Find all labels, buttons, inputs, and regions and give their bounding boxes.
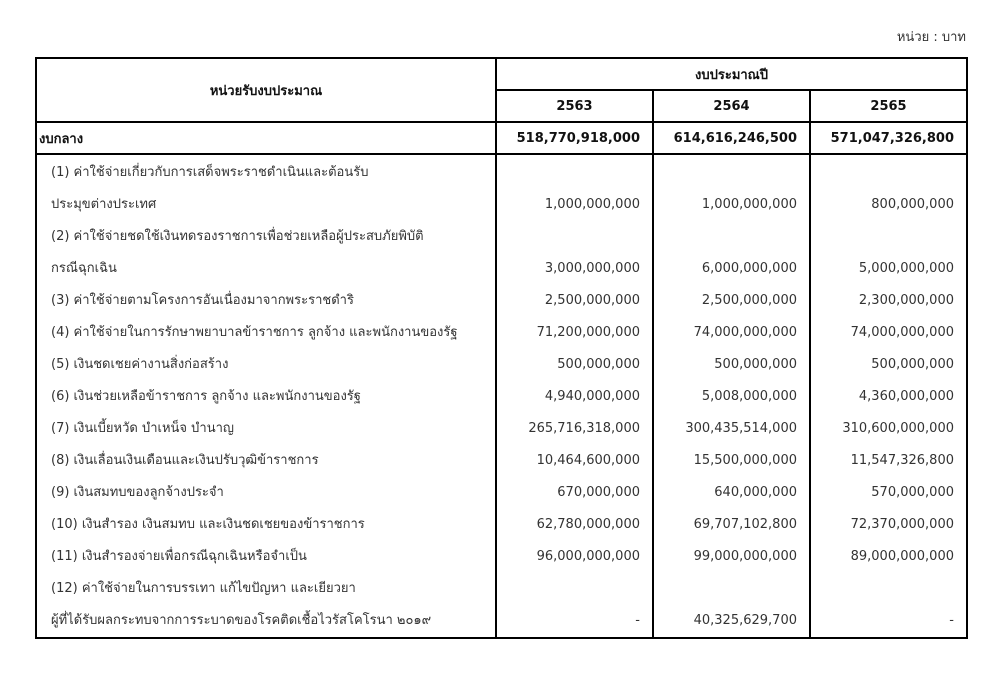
header-year-2565: 2565 (810, 90, 967, 122)
budget-value-2563: - (496, 573, 653, 638)
budget-value-2564: 300,435,514,000 (653, 413, 810, 445)
budget-item-label-line: (2) ค่าใช้จ่ายชดใช้เงินทดรองราชการเพื่อช่วยเหลือผู้ประสบภัยพิบัติ (51, 229, 424, 244)
budget-value-2563: 670,000,000 (496, 477, 653, 509)
budget-item-label-line: (8) เงินเลื่อนเงินเดือนและเงินปรับวุฒิข้าราชการ (51, 453, 319, 468)
budget-value-2565: 72,370,000,000 (850, 517, 954, 532)
budget-value-2564: 99,000,000,000 (653, 541, 810, 573)
table-row (36, 285, 967, 317)
table-row (36, 317, 967, 349)
budget-value-2565: 570,000,000 (871, 485, 954, 500)
budget-item-label-line: (7) เงินเบี้ยหวัด บำเหน็จ บำนาญ (51, 421, 234, 436)
budget-value-2565: 11,547,326,800 (850, 453, 954, 468)
unit-label: หน่วย : บาท (896, 30, 966, 45)
budget-item-label-line: (5) เงินชดเชยค่างานสิ่งก่อสร้าง (51, 357, 229, 372)
budget-value-2563: 1,000,000,000 (496, 154, 653, 221)
table-row (36, 413, 967, 445)
budget-item-label-line: (6) เงินช่วยเหลือข้าราชการ ลูกจ้าง และพนักงานของรัฐ (51, 389, 361, 404)
budget-item-label-line: (10) เงินสำรอง เงินสมทบ และเงินชดเชยของข้าราชการ (51, 517, 365, 532)
total-2565: 571,047,326,800 (810, 122, 967, 154)
table-row (36, 477, 967, 509)
header-budget-year: งบประมาณปี (496, 58, 967, 90)
budget-value-2565: 310,600,000,000 (842, 421, 954, 436)
budget-value-2563: 10,464,600,000 (496, 445, 653, 477)
budget-item-label-line: (9) เงินสมทบของลูกจ้างประจำ (51, 485, 224, 500)
total-row (36, 122, 967, 154)
budget-item-label (36, 413, 496, 445)
budget-value-2563: 265,716,318,000 (496, 413, 653, 445)
budget-value-2565: 800,000,000 (871, 197, 954, 212)
table-row (36, 381, 967, 413)
budget-value-2565: 500,000,000 (871, 357, 954, 372)
budget-item-label (36, 509, 496, 541)
budget-item-label (36, 541, 496, 573)
total-2564: 614,616,246,500 (653, 122, 810, 154)
budget-value-2564: 500,000,000 (653, 349, 810, 381)
budget-value-2563: 3,000,000,000 (496, 221, 653, 285)
budget-item-label-line: ประมุขต่างประเทศ (51, 197, 157, 212)
table-row (36, 509, 967, 541)
budget-value-2564: 2,500,000,000 (653, 285, 810, 317)
budget-value-2564: 40,325,629,700 (653, 573, 810, 638)
budget-item-label-line: ผู้ที่ได้รับผลกระทบจากการระบาดของโรคติดเชื้อไวรัสโคโรนา ๒๐๑๙ (51, 613, 432, 628)
budget-item-label (36, 573, 496, 638)
budget-item-label (36, 381, 496, 413)
budget-value-2564: 74,000,000,000 (653, 317, 810, 349)
budget-item-label-line: (3) ค่าใช้จ่ายตามโครงการอันเนื่องมาจากพระราชดำริ (51, 293, 354, 308)
budget-value-2564: 6,000,000,000 (653, 221, 810, 285)
budget-value-2565: 2,300,000,000 (858, 293, 954, 308)
budget-item-label-line: (1) ค่าใช้จ่ายเกี่ยวกับการเสด็จพระราชดำเนินและต้อนรับ (51, 165, 369, 180)
budget-value-2565: 5,000,000,000 (858, 261, 954, 276)
table-row (36, 573, 967, 638)
budget-item-label-line: (11) เงินสำรองจ่ายเพื่อกรณีฉุกเฉินหรือจำเป็น (51, 549, 307, 564)
budget-item-label-line: (12) ค่าใช้จ่ายในการบรรเทา แก้ไขปัญหา และเยียวยา (51, 581, 356, 596)
total-label: งบกลาง (36, 122, 496, 154)
header-year-2563: 2563 (496, 90, 653, 122)
total-2563: 518,770,918,000 (496, 122, 653, 154)
budget-value-2564: 5,008,000,000 (653, 381, 810, 413)
budget-item-label (36, 285, 496, 317)
budget-value-2565: 4,360,000,000 (858, 389, 954, 404)
budget-item-label (36, 154, 496, 221)
budget-value-2563: 71,200,000,000 (496, 317, 653, 349)
budget-item-label (36, 445, 496, 477)
budget-value-2564: 1,000,000,000 (653, 154, 810, 221)
table-row (36, 541, 967, 573)
budget-value-2563: 2,500,000,000 (496, 285, 653, 317)
budget-value-2564: 640,000,000 (653, 477, 810, 509)
budget-item-label-line: กรณีฉุกเฉิน (51, 261, 117, 276)
budget-value-2565: 89,000,000,000 (850, 549, 954, 564)
budget-value-2564: 69,707,102,800 (653, 509, 810, 541)
table-row (36, 154, 967, 221)
budget-value-2563: 500,000,000 (496, 349, 653, 381)
budget-item-label (36, 349, 496, 381)
budget-item-label-line: (4) ค่าใช้จ่ายในการรักษาพยาบาลข้าราชการ ลูกจ้าง และพนักงานของรัฐ (51, 325, 458, 340)
budget-item-label (36, 317, 496, 349)
budget-value-2565: - (949, 613, 954, 628)
budget-table (35, 57, 968, 639)
budget-value-2564: 15,500,000,000 (653, 445, 810, 477)
budget-value-2565: 74,000,000,000 (850, 325, 954, 340)
budget-value-2563: 96,000,000,000 (496, 541, 653, 573)
table-row (36, 221, 967, 285)
header-year-2564: 2564 (653, 90, 810, 122)
budget-item-label (36, 221, 496, 285)
budget-value-2563: 4,940,000,000 (496, 381, 653, 413)
budget-value-2563: 62,780,000,000 (496, 509, 653, 541)
table-row (36, 445, 967, 477)
budget-item-label (36, 477, 496, 509)
table-row (36, 349, 967, 381)
header-budget-unit: หน่วยรับงบประมาณ (36, 58, 496, 122)
